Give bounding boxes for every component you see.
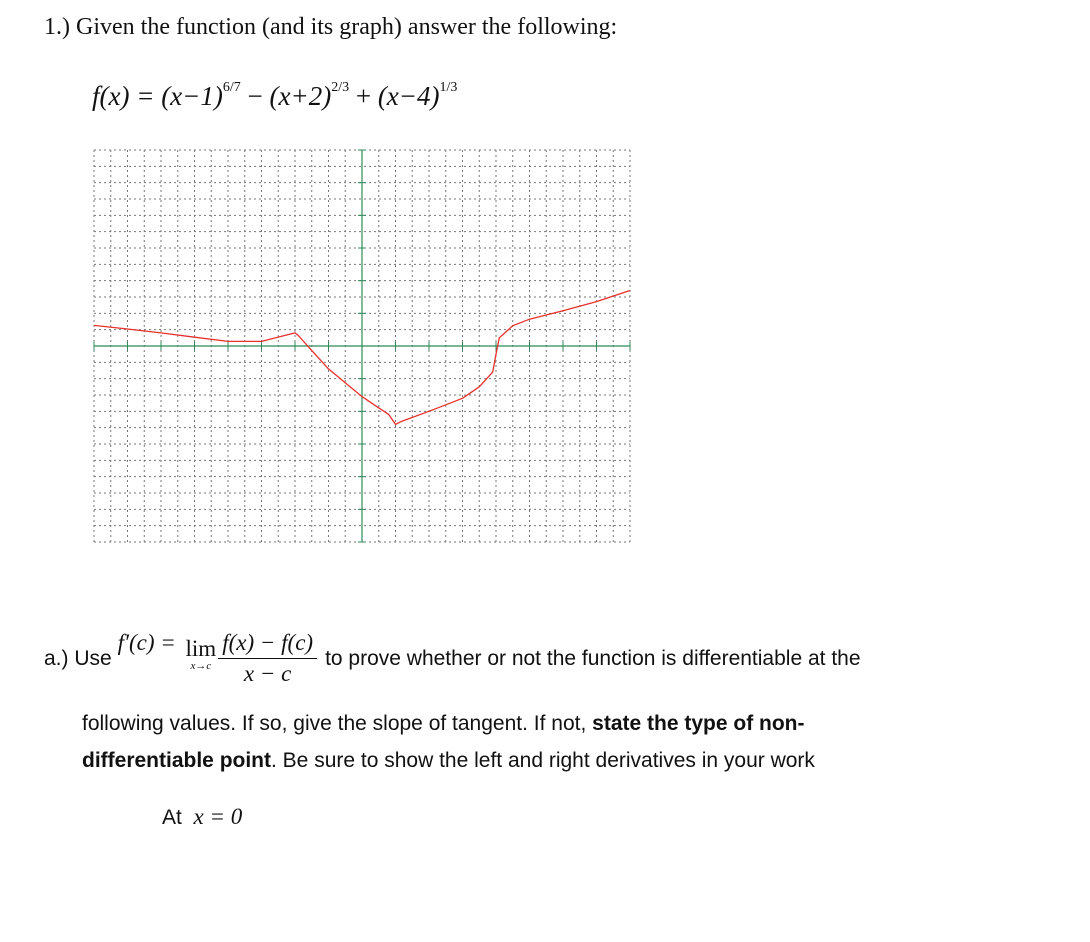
function-formula <box>92 80 457 112</box>
limit-operator <box>186 636 217 672</box>
formula-op1: − <box>240 81 270 111</box>
at-expression <box>194 804 243 829</box>
question-heading <box>44 14 617 41</box>
instruction-bold-1: state the type of non- <box>592 712 805 735</box>
derivative-lhs: f′(c) = <box>117 630 182 655</box>
formula-exp1: 6/7 <box>222 80 241 95</box>
axes <box>94 150 630 542</box>
use-word: Use <box>74 646 112 670</box>
quotient-numerator: f(x) − f(c) <box>218 630 317 659</box>
part-a-line1-text: to prove whether or not the function is differentiable at the <box>325 646 861 670</box>
at-word: At <box>162 806 182 829</box>
evaluation-point <box>162 804 242 830</box>
formula-op2: + <box>349 81 378 111</box>
formula-term1: (x−1) <box>161 81 223 111</box>
function-graph <box>92 148 632 544</box>
formula-term3: (x−4) <box>377 81 440 111</box>
instruction-text-1: following values. If so, give the slope of tangent. If not, <box>82 712 593 735</box>
formula-exp2: 2/3 <box>331 80 350 95</box>
formula-term2: (x+2) <box>269 81 332 111</box>
question-prompt: Given the function (and its graph) answer the following: <box>76 14 618 40</box>
difference-quotient <box>218 630 317 687</box>
formula-lhs: f(x) = <box>92 81 162 111</box>
part-a-instructions <box>82 705 1074 779</box>
quotient-denominator: x − c <box>243 661 292 686</box>
instruction-text-2: . Be sure to show the left and right derivatives in your work <box>271 749 815 772</box>
limit-word: lim <box>185 636 217 661</box>
part-a-first-line <box>44 630 1074 687</box>
part-a-label: a.) <box>44 646 69 670</box>
derivative-definition <box>118 630 326 687</box>
limit-subscript: x→c <box>190 660 212 672</box>
part-a <box>44 630 1074 779</box>
formula-exp3: 1/3 <box>439 80 458 95</box>
question-number: 1.) <box>44 14 70 40</box>
instruction-bold-2: differentiable point <box>82 749 271 772</box>
at-expression-text: x = 0 <box>193 804 243 829</box>
